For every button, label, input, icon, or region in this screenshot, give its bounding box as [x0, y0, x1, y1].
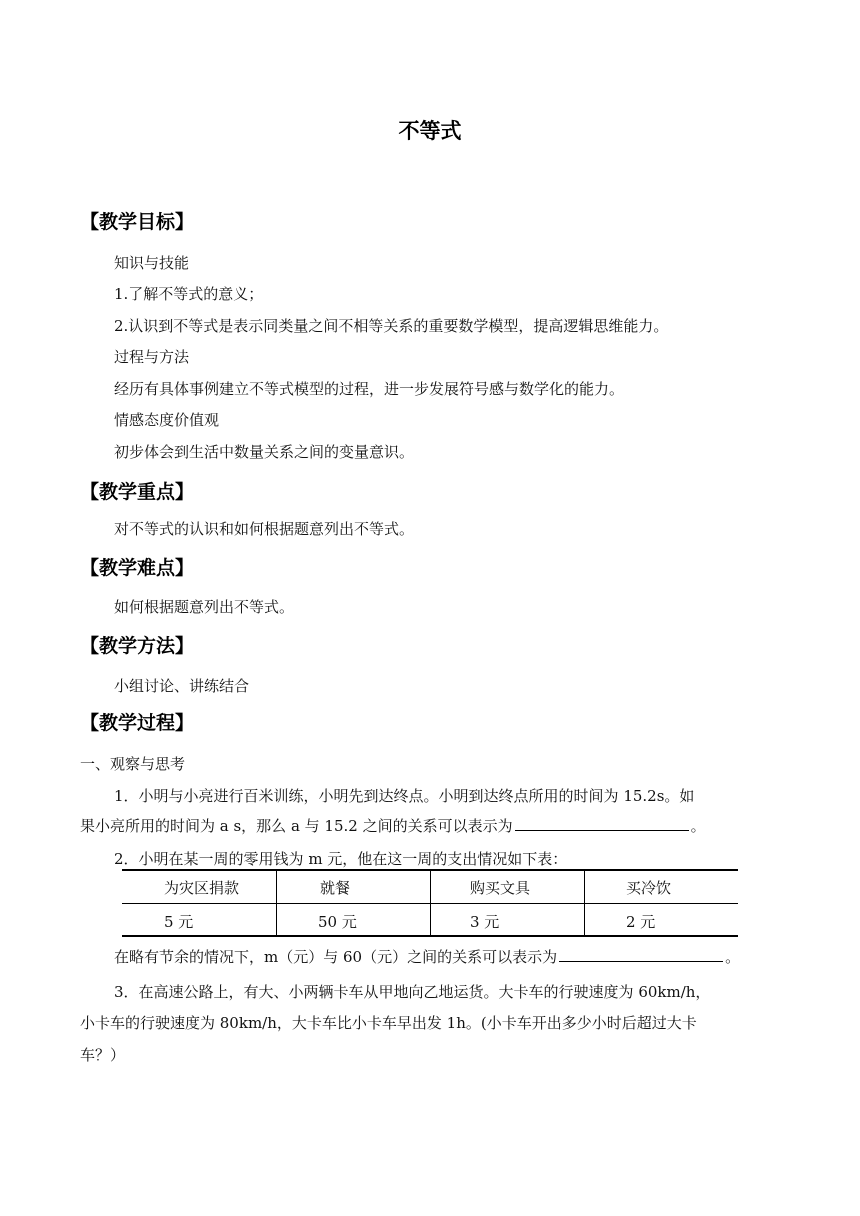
- difficulties-text: 如何根据题意列出不等式。: [114, 598, 295, 616]
- question-3-line-2: 小卡车的行驶速度为 80km/h，大卡车比小卡车早出发 1h。(小卡车开出多少小时后超过大卡: [80, 1014, 697, 1032]
- table-value-cell: 2 元: [626, 913, 656, 931]
- table-header-cell: 为灾区捐款: [164, 879, 240, 897]
- question-1-text: 果小亮所用的时间为 a s，那么 a 与 15.2 之间的关系可以表示为: [80, 817, 513, 835]
- table-value-cell: 3 元: [470, 913, 500, 931]
- key-points-text: 对不等式的认识和如何根据题意列出不等式。: [114, 520, 415, 538]
- question-2-intro: 2．小明在某一周的零用钱为 m 元，他在这一周的支出情况如下表：: [114, 850, 568, 868]
- page-title: 不等式: [398, 119, 462, 143]
- question-1-end: 。: [690, 817, 706, 835]
- objectives-line: 初步体会到生活中数量关系之间的变量意识。: [114, 443, 415, 461]
- objectives-line: 知识与技能: [114, 254, 190, 272]
- objectives-line: 1.了解不等式的意义；: [114, 285, 264, 303]
- expense-table: [122, 869, 738, 937]
- objectives-line: 经历有具体事例建立不等式模型的过程，进一步发展符号感与数学化的能力。: [114, 380, 625, 398]
- question-3-line-1: 3．在高速公路上，有大、小两辆卡车从甲地向乙地运货。大卡车的行驶速度为 60km/h，: [114, 983, 711, 1001]
- methods-heading: 【教学方法】: [80, 635, 195, 657]
- objectives-line: 过程与方法: [114, 348, 190, 366]
- table-column-divider: [430, 869, 431, 937]
- table-header-cell: 买冷饮: [626, 879, 672, 897]
- objectives-heading: 【教学目标】: [80, 211, 195, 233]
- difficulties-heading: 【教学难点】: [80, 557, 195, 579]
- objectives-line: 2.认识到不等式是表示同类量之间不相等关系的重要数学模型，提高逻辑思维能力。: [114, 317, 669, 335]
- question-3-line-3: 车？）: [80, 1046, 126, 1064]
- process-heading: 【教学过程】: [80, 712, 195, 734]
- methods-text: 小组讨论、讲练结合: [114, 677, 250, 695]
- question-1-line-1: 1．小明与小亮进行百米训练，小明先到达终点。小明到达终点所用的时间为 15.2s。如: [114, 787, 695, 805]
- table-column-divider: [276, 869, 277, 937]
- answer-blank: [559, 947, 723, 962]
- key-points-heading: 【教学重点】: [80, 481, 195, 503]
- question-2-after: [114, 946, 740, 968]
- question-1-line-2: [80, 815, 706, 837]
- part-title: 一、观察与思考: [80, 755, 186, 773]
- answer-blank: [515, 816, 689, 831]
- table-value-cell: 5 元: [164, 913, 194, 931]
- table-header-cell: 购买文具: [470, 879, 531, 897]
- question-2-end: 。: [725, 948, 741, 966]
- table-value-cell: 50 元: [318, 913, 357, 931]
- table-header-cell: 就餐: [320, 879, 351, 897]
- question-2-text: 在略有节余的情况下，m（元）与 60（元）之间的关系可以表示为: [114, 948, 558, 966]
- table-column-divider: [584, 869, 585, 937]
- objectives-line: 情感态度价值观: [114, 411, 220, 429]
